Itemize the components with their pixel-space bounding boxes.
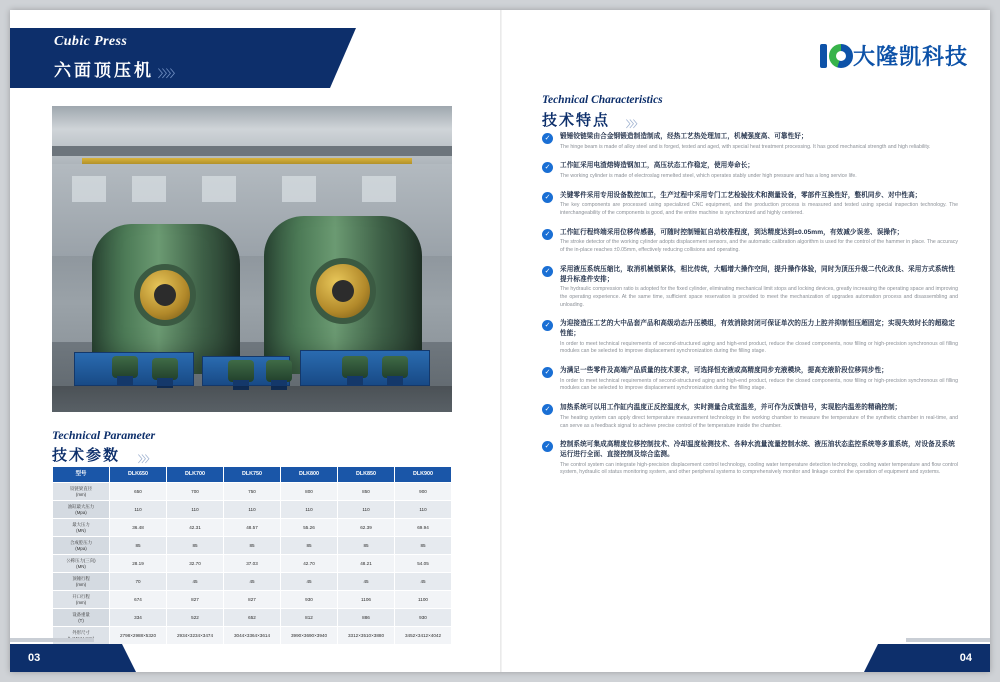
check-icon: ✓: [542, 441, 553, 452]
page-title-cn: 六面顶压机: [54, 61, 154, 80]
table-row: [53, 519, 452, 537]
parameter-section-title-cn: 技术参数: [52, 447, 121, 464]
feature-text-cn: 为迎接造压工艺的大中品套产品和高级动态升压模组，有效消除封闭可保证单次的压力上腔并抑制恒压超固定；实现失效时长的超稳定性能；: [560, 320, 955, 337]
row-value: 3452×3412×4042: [395, 627, 452, 645]
photo-window: [362, 176, 396, 202]
row-value: 652: [224, 609, 281, 627]
row-label: 最大压力 (MN): [53, 519, 110, 537]
chevron-decor-icon: 〉〉〉: [626, 119, 642, 129]
row-value: 54.05: [395, 555, 452, 573]
right-page: [500, 10, 990, 672]
row-value: 886: [338, 609, 395, 627]
list-item: [542, 366, 958, 393]
check-icon: ✓: [542, 320, 553, 331]
row-value: 32.70: [167, 555, 224, 573]
row-value: 110: [338, 501, 395, 519]
features-section-title-en: Technical Characteristics: [542, 94, 663, 106]
row-value: 110: [395, 501, 452, 519]
logo-bar-shape: [820, 44, 827, 68]
row-label: 开口行程 (mm): [53, 591, 110, 609]
row-value: 110: [224, 501, 281, 519]
feature-text-cn: 关键零件采用专用设备数控加工，生产过程中采用专门工艺检验技术和测量设备，零部件互换性好，整机同步、对中性高；: [560, 191, 922, 199]
press-hub-center: [332, 280, 354, 302]
table-header-row: [53, 467, 452, 483]
product-photo: [52, 106, 452, 412]
motor-unit: [152, 358, 178, 380]
row-label: 合成腔压力 (Mpa): [53, 537, 110, 555]
press-hub-center: [154, 284, 176, 306]
feature-text-cn: 工作缸采用电渣熔铸造钢加工，高压状态工作稳定，使用寿命长；: [560, 162, 755, 170]
table-header-cell: DLK800: [281, 467, 338, 483]
check-icon: ✓: [542, 404, 553, 415]
row-value: 37.03: [224, 555, 281, 573]
row-value: 674: [110, 591, 167, 609]
row-value: 900: [395, 483, 452, 501]
list-item: [542, 440, 958, 477]
table-header-cell: 型号: [53, 467, 110, 483]
table-header-cell: DLK900: [395, 467, 452, 483]
row-value: 28.19: [110, 555, 167, 573]
page-number-right: 04: [878, 644, 990, 672]
feature-text-cn: 工作缸行程终端采用位移传感器，可随时控制锤缸自动校准程度，到达精度达到±0.05mm，有效减少误差、误操作；: [560, 228, 904, 236]
table-row: [53, 555, 452, 573]
check-icon: ✓: [542, 162, 553, 173]
table-row: [53, 627, 452, 645]
row-value: 55.26: [281, 519, 338, 537]
feature-list: [542, 132, 958, 487]
motor-unit: [342, 356, 368, 378]
row-value: 650: [110, 483, 167, 501]
table-row: [53, 609, 452, 627]
row-value: 42.31: [167, 519, 224, 537]
row-value: 70: [110, 573, 167, 591]
list-item: [542, 228, 958, 255]
row-label: 公称压力(三向) (MN): [53, 555, 110, 573]
feature-text-cn: 加热系统可以用工作缸内温度正反控温度水，实时测量合成室温差，并可作为反馈信号，实现腔内温差的精确控制；: [560, 404, 902, 412]
row-label: 顶锤行程 (mm): [53, 573, 110, 591]
row-value: 2934×3234×3474: [167, 627, 224, 645]
footer-accent-bar: [906, 638, 990, 642]
feature-text-cn: 采用液压系统压缩比，取消机械锁紧体，相比传统，大幅增大操作空间，提升操作体验，同时为顶压升级二代化改良、采用方式系统性提升标准件安排；: [560, 265, 955, 283]
row-value: 48.21: [338, 555, 395, 573]
table-header-cell: DLK650: [110, 467, 167, 483]
page-title-en: Cubic Press: [54, 34, 128, 49]
list-item: [542, 319, 958, 356]
row-value: 930: [281, 591, 338, 609]
row-value: 69.94: [395, 519, 452, 537]
table-row: [53, 591, 452, 609]
chevron-decor-icon: 〉〉〉: [138, 454, 154, 464]
table-row: [53, 573, 452, 591]
row-value: 800: [281, 483, 338, 501]
photo-window: [72, 176, 106, 202]
row-value: 3312×3510×3880: [338, 627, 395, 645]
logo-ring-shape: [829, 44, 853, 68]
list-item: [542, 132, 958, 151]
motor-unit: [266, 360, 292, 382]
company-name: 大隆凯科技: [852, 44, 968, 69]
row-value: 827: [224, 591, 281, 609]
row-label: 设备重量 (T): [53, 609, 110, 627]
footer-accent-bar: [10, 638, 94, 642]
left-page: [10, 10, 500, 672]
row-label: 铰链梁直径 (mm): [53, 483, 110, 501]
row-value: 45: [281, 573, 338, 591]
row-value: 3044×3364×3614: [224, 627, 281, 645]
photo-window: [282, 176, 316, 202]
row-value: 3990×3690×3940: [281, 627, 338, 645]
row-value: 85: [110, 537, 167, 555]
table-row: [53, 537, 452, 555]
feature-text-en: The heating system can apply direct temperature measurement technology in the working chamber to measure the temperature of the synthetic chamber in real-time, and can serve as a feedback signal to achieve precise control of the temperature inside the chamber.: [560, 414, 958, 429]
motor-unit: [228, 360, 254, 382]
row-value: 48.57: [224, 519, 281, 537]
table-header-cell: DLK750: [224, 467, 281, 483]
feature-text-en: The stroke detector of the working cylinder adopts displacement sensors, and the automatic calibration algorithm is used for the control of the hammer in place. The accuracy of the in-place reaches ±0.05mm, effectively reducing collisions and operating.: [560, 239, 958, 254]
feature-text-en: The key components are processed using specialized CNC equipment, and the production process is measured and tested using special inspection technology. The interchangeability of the components is good, and the entire machine is synchronized and highly centered.: [560, 202, 958, 217]
table-header-cell: DLK850: [338, 467, 395, 483]
feature-text-cn: 锻锤铰链梁由合金钢锻造制造制成，经热工艺热处理加工，机械强度高、可靠性好；: [560, 133, 808, 140]
photo-foreground-shadow: [52, 386, 452, 412]
row-label: 外形尺寸: [53, 627, 110, 645]
chevron-decor-icon: 〉〉〉〉: [158, 69, 179, 80]
row-value: 110: [167, 501, 224, 519]
photo-window: [132, 176, 166, 202]
motor-unit: [112, 356, 138, 378]
check-icon: ✓: [542, 192, 553, 203]
row-value: 45: [224, 573, 281, 591]
row-value: 750: [224, 483, 281, 501]
table-body: [53, 483, 452, 645]
row-value: 85: [281, 537, 338, 555]
row-value: 2798×2988×5320: [110, 627, 167, 645]
dalong-logo-icon: [820, 43, 846, 69]
feature-text-en: The hinge beam is made of alloy steel and is forged, tested and aged, with special heat treatment processing. It has good mechanical strength and high reliability.: [560, 143, 931, 150]
row-value: 85: [167, 537, 224, 555]
row-value: 45: [167, 573, 224, 591]
row-value: 110: [110, 501, 167, 519]
company-logo: [820, 40, 968, 71]
row-value: 812: [281, 609, 338, 627]
technical-parameter-table: [52, 466, 452, 645]
row-value: 85: [224, 537, 281, 555]
list-item: [542, 161, 958, 180]
list-item: [542, 265, 958, 309]
list-item: [542, 191, 958, 218]
brochure-spread: [10, 10, 990, 672]
table-row: [53, 501, 452, 519]
features-section-title-cn: 技术特点: [542, 112, 611, 129]
row-value: 1100: [395, 591, 452, 609]
photo-roof-beam: [52, 146, 452, 156]
feature-text-en: The control system can integrate high-precision displacement control technology, cooling water temperature detection technology, cooling water temperature and flow control system, hydraulic oil status monitoring system, and other peripheral systems to comprehensively monitor and linkage control the operation of equipment and systems.: [560, 461, 958, 476]
row-value: 850: [338, 483, 395, 501]
row-value: 42.70: [281, 555, 338, 573]
feature-text-cn: 控制系统可集成高精度位移控制技术、冷却温度检测技术、各种水流量流量控制水统、液压油状态监控系统等多重系统，对设备及系统运行进行全面、直接控制及综合监测。: [560, 441, 955, 458]
table-header-cell: DLK700: [167, 467, 224, 483]
row-value: 36.48: [110, 519, 167, 537]
list-item: [542, 403, 958, 430]
row-value: 45: [395, 573, 452, 591]
row-value: 110: [281, 501, 338, 519]
check-icon: ✓: [542, 367, 553, 378]
table-row: [53, 483, 452, 501]
row-label: 油缸最大压力 (Mpa): [53, 501, 110, 519]
check-icon: ✓: [542, 266, 553, 277]
parameter-section-title-en: Technical Parameter: [52, 428, 156, 442]
check-icon: ✓: [542, 229, 553, 240]
row-value: 700: [167, 483, 224, 501]
check-icon: ✓: [542, 133, 553, 144]
row-value: 1106: [338, 591, 395, 609]
row-value: 85: [338, 537, 395, 555]
feature-text-en: In order to meet technical requirements of second-structured aging and high-end product, reduce the closed components, now filling or high-precision synchronous oil filling modules can be selected to improve displacement synchronization during the filling stage.: [560, 377, 958, 392]
feature-text-cn: 为满足一些零件及高端产品质量的技术要求，可选择恒充液或高精度同步充液模块，提高充液阶段位移同步性；: [560, 367, 888, 375]
page-number-left: 03: [10, 644, 122, 672]
feature-text-en: The working cylinder is made of electroslag remelted steel, which operates stably under high pressure and has a long service life.: [560, 172, 857, 179]
row-value: 930: [395, 609, 452, 627]
row-value: 85: [395, 537, 452, 555]
row-value: 827: [167, 591, 224, 609]
feature-text-en: In order to meet technical requirements of second-structured aging and high-end product, reduce the closed components, now filling or high-precision synchronous oil filling modules can be selected to improve displacement synchronization during the filling stage.: [560, 340, 958, 355]
row-value: 334: [110, 609, 167, 627]
row-value: 62.39: [338, 519, 395, 537]
feature-text-en: The hydraulic compression ratio is adopted for the fixed cylinder, eliminating mechanical limit stops and locking devices, greatly increasing the operating space and improving the operating experience. At the same time, sufficient space reservation is provided to meet the mechanization of upgrades automation process and disassembling and unloading.: [560, 286, 958, 308]
motor-unit: [382, 356, 408, 378]
row-value: 522: [167, 609, 224, 627]
row-value: 45: [338, 573, 395, 591]
photo-window: [202, 176, 236, 202]
